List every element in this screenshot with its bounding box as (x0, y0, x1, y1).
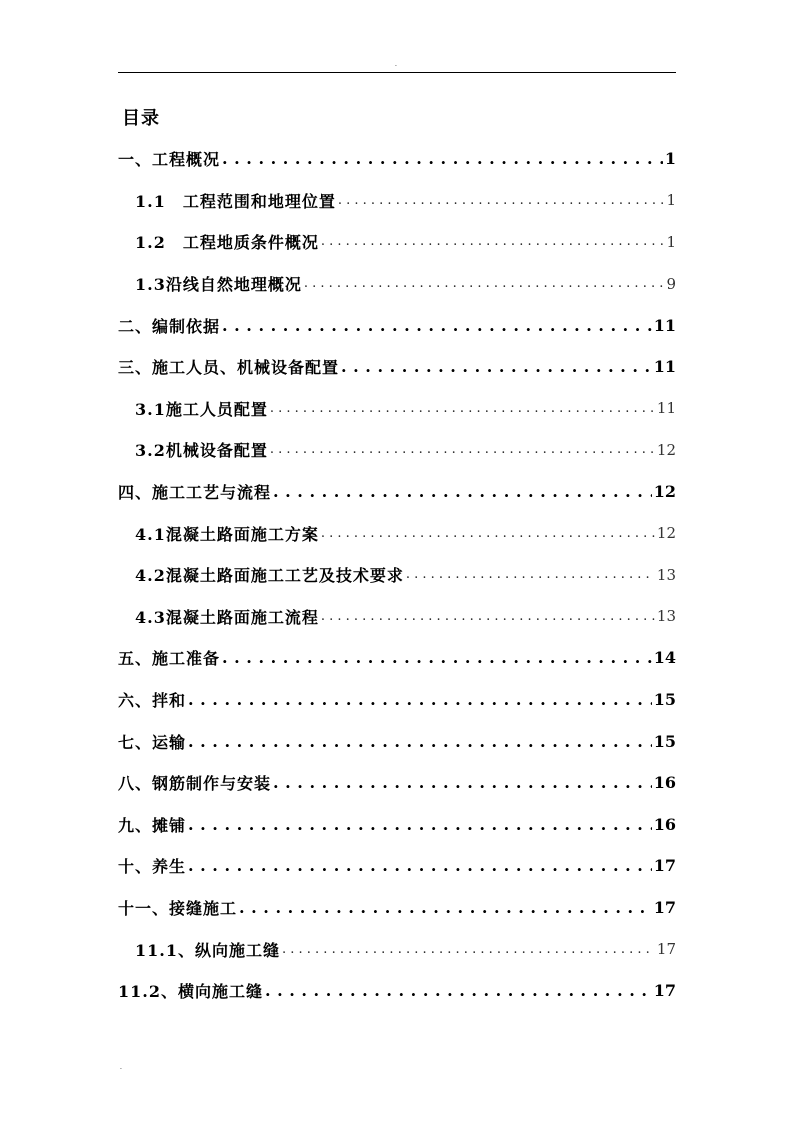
toc-entry-page-number: 12 (656, 440, 676, 459)
toc-dot-leader (270, 442, 655, 457)
toc-entry-page-number: 11 (653, 315, 676, 335)
toc-dot-leader (270, 401, 655, 416)
toc-entry[interactable] (118, 471, 676, 513)
footer-mark: . (120, 1064, 122, 1071)
toc-dot-leader (188, 690, 652, 709)
toc-dot-leader (239, 898, 652, 917)
toc-entry[interactable] (118, 388, 676, 430)
toc-entry-label: 五、施工准备 (118, 649, 221, 669)
toc-entry-page-number: 1 (664, 149, 676, 169)
toc-entry-page-number: 17 (656, 940, 676, 959)
toc-entry[interactable] (118, 762, 676, 804)
toc-entry-label: 二、编制依据 (118, 316, 221, 336)
toc-entry[interactable] (118, 637, 676, 679)
toc-entry[interactable] (118, 138, 676, 180)
toc-dot-leader (273, 482, 652, 501)
toc-entry-page-number: 1 (666, 232, 676, 251)
toc-dot-leader (273, 773, 652, 792)
toc-entry[interactable] (118, 429, 676, 471)
toc-entry-page-number: 12 (656, 524, 676, 543)
toc-entry[interactable] (118, 845, 676, 887)
header-mark: . (395, 61, 397, 68)
toc-entry-page-number: 15 (653, 690, 676, 710)
toc-entry[interactable] (118, 554, 676, 596)
toc-dot-leader (222, 648, 652, 667)
toc-entry-label: 11.2、横向施工缝 (118, 982, 263, 1002)
toc-entry-page-number: 12 (653, 482, 676, 502)
toc-entry-page-number: 17 (653, 897, 676, 917)
toc-entry-page-number: 11 (653, 357, 676, 377)
toc-entry-label: 1.3沿线自然地理概况 (135, 275, 302, 295)
toc-entry-page-number: 13 (656, 607, 676, 626)
toc-entry-label: 八、钢筋制作与安装 (118, 774, 272, 794)
toc-entry[interactable] (118, 928, 676, 970)
toc-entry-label: 九、摊铺 (118, 815, 187, 835)
toc-dot-leader (304, 276, 665, 291)
toc-title: 目录 (122, 108, 160, 129)
toc-dot-leader (338, 193, 665, 208)
toc-dot-leader (321, 234, 665, 249)
toc-entry-label: 七、运输 (118, 732, 187, 752)
toc-entry-label: 11.1、纵向施工缝 (135, 940, 280, 960)
toc-entry-label: 3.2机械设备配置 (135, 441, 268, 461)
toc-dot-leader (341, 357, 652, 376)
toc-entry-page-number: 1 (666, 191, 676, 210)
toc-entry[interactable] (118, 346, 676, 388)
toc-entry-page-number: 11 (656, 399, 676, 418)
toc-dot-leader (188, 732, 652, 751)
toc-entry[interactable] (118, 887, 676, 929)
toc-entry-label: 六、拌和 (118, 691, 187, 711)
toc-dot-leader (222, 316, 652, 335)
toc-entry-label: 三、施工人员、机械设备配置 (118, 358, 340, 378)
toc-entry[interactable] (118, 180, 676, 222)
toc-entry[interactable] (118, 512, 676, 554)
toc-entry[interactable] (118, 263, 676, 305)
toc-entry[interactable] (118, 679, 676, 721)
toc-entry-page-number: 17 (653, 981, 676, 1001)
toc-dot-leader (282, 942, 655, 957)
toc-entry-label: 4.2混凝土路面施工工艺及技术要求 (135, 566, 404, 586)
toc-entry[interactable] (118, 804, 676, 846)
toc-entry-label: 一、工程概况 (118, 150, 221, 170)
toc-entry[interactable] (118, 970, 676, 1012)
toc-dot-leader (321, 609, 655, 624)
toc-dot-leader (188, 856, 652, 875)
toc-entry-page-number: 17 (653, 856, 676, 876)
toc-entry-label: 1.1 工程范围和地理位置 (135, 191, 336, 211)
toc-entry[interactable] (118, 720, 676, 762)
toc-entry-page-number: 16 (653, 814, 676, 834)
toc-dot-leader (321, 526, 655, 541)
toc-entry[interactable] (118, 596, 676, 638)
toc-entry[interactable] (118, 304, 676, 346)
toc-dot-leader (265, 981, 652, 1000)
table-of-contents (118, 138, 676, 1011)
toc-entry-page-number: 16 (653, 773, 676, 793)
header-rule (118, 72, 676, 73)
toc-entry-label: 4.3混凝土路面施工流程 (135, 607, 319, 627)
toc-entry-label: 四、施工工艺与流程 (118, 483, 272, 503)
toc-entry[interactable] (118, 221, 676, 263)
toc-dot-leader (188, 815, 652, 834)
toc-entry-label: 十一、接缝施工 (118, 898, 238, 918)
toc-entry-label: 4.1混凝土路面施工方案 (135, 524, 319, 544)
toc-entry-page-number: 14 (653, 648, 676, 668)
toc-entry-page-number: 9 (666, 274, 676, 293)
toc-dot-leader (222, 149, 663, 168)
toc-entry-page-number: 13 (656, 565, 676, 584)
toc-entry-label: 1.2 工程地质条件概况 (135, 233, 319, 253)
toc-entry-label: 3.1施工人员配置 (135, 399, 268, 419)
toc-dot-leader (406, 567, 655, 582)
toc-entry-label: 十、养生 (118, 857, 187, 877)
toc-entry-page-number: 15 (653, 731, 676, 751)
